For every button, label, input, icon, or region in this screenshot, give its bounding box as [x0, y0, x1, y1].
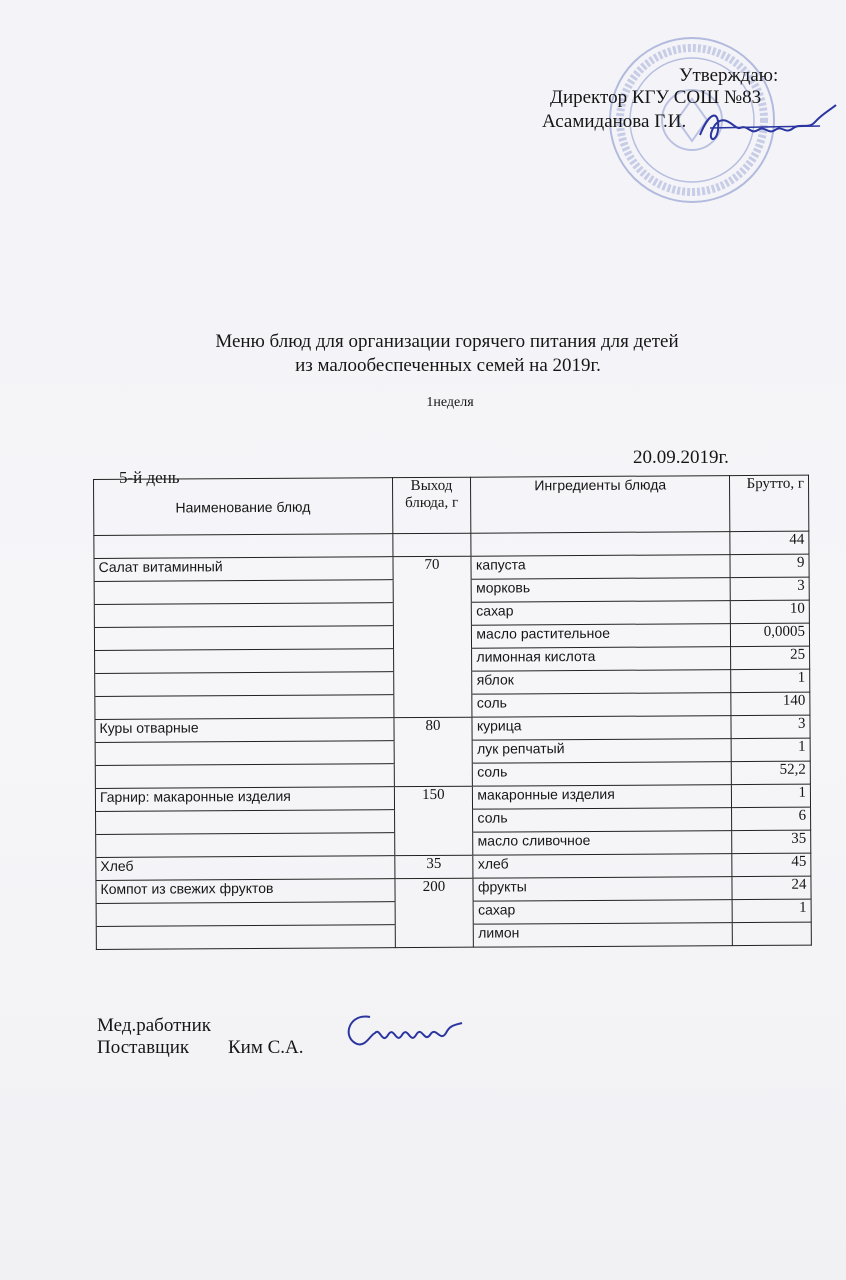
dish-name-cell	[96, 902, 395, 927]
ingredient-cell: сахар	[474, 900, 733, 925]
supplier-name: Ким С.А.	[228, 1037, 304, 1058]
ingredient-cell: курица	[472, 716, 731, 741]
output-cell	[393, 625, 472, 648]
output-cell: 80	[393, 717, 472, 740]
dish-name-cell	[94, 603, 393, 628]
output-cell: 70	[392, 556, 471, 579]
header-output: Выход блюда, г	[392, 477, 471, 533]
menu-table	[93, 475, 812, 950]
output-cell	[393, 648, 472, 671]
output-cell: 35	[394, 855, 473, 878]
gross-weight-cell: 45	[732, 853, 811, 876]
output-cell	[395, 901, 474, 924]
dish-name-cell: Куры отварные	[95, 718, 394, 743]
gross-weight-cell: 3	[731, 715, 810, 738]
ingredient-cell: макаронные изделия	[473, 785, 732, 810]
menu-title-line1: Меню блюд для организации горячего питания для детей	[215, 331, 679, 352]
supplier-label: Поставщик	[97, 1037, 190, 1058]
output-cell: 150	[394, 786, 473, 809]
gross-weight-cell: 0,0005	[730, 623, 809, 646]
output-cell	[394, 740, 473, 763]
output-cell	[393, 579, 472, 602]
director-signature	[690, 100, 840, 160]
approval-position: Директор КГУ СОШ №83	[550, 87, 762, 108]
dish-name-cell	[94, 534, 393, 559]
approval-label: Утверждаю:	[679, 65, 779, 86]
dish-name-cell	[96, 810, 395, 835]
gross-weight-cell: 24	[732, 876, 811, 899]
dish-name-cell	[95, 649, 394, 674]
output-cell	[393, 694, 472, 717]
menu-title-line2: из малообеспеченных семей на 2019г.	[295, 355, 601, 376]
dish-name-cell: Салат витаминный	[94, 557, 393, 582]
gross-weight-cell: 52,2	[731, 761, 810, 784]
output-cell: 200	[394, 878, 473, 901]
gross-weight-cell: 1	[731, 669, 810, 692]
gross-weight-cell: 10	[730, 600, 809, 623]
ingredient-cell: сахар	[472, 601, 731, 626]
output-cell	[394, 809, 473, 832]
approval-name: Асамиданова Г.И.	[542, 111, 687, 132]
dish-name-cell: Хлеб	[96, 856, 395, 881]
table-header-row	[94, 475, 809, 535]
header-gross: Брутто, г	[730, 475, 809, 531]
supplier-signature	[340, 1005, 470, 1055]
dish-name-cell: Компот из свежих фруктов	[96, 879, 395, 904]
gross-weight-cell: 1	[731, 784, 810, 807]
gross-weight-cell: 3	[730, 577, 809, 600]
table-row	[96, 922, 811, 949]
gross-weight-cell: 6	[732, 807, 811, 830]
ingredient-cell: лук репчатый	[473, 739, 732, 764]
gross-weight-cell: 9	[730, 554, 809, 577]
output-cell	[395, 924, 474, 947]
dish-name-cell	[96, 925, 395, 950]
dish-name-cell	[95, 695, 394, 720]
document-date: 20.09.2019г.	[633, 447, 729, 468]
med-worker-label: Мед.работник	[97, 1015, 211, 1036]
dish-name-cell	[94, 626, 393, 651]
ingredient-cell: хлеб	[473, 854, 732, 879]
output-cell	[394, 832, 473, 855]
week-label: 1неделя	[426, 395, 474, 410]
ingredient-cell	[471, 532, 730, 557]
gross-weight-cell: 1	[731, 738, 810, 761]
gross-weight-cell: 140	[731, 692, 810, 715]
dish-name-cell	[95, 764, 394, 789]
dish-name-cell	[95, 672, 394, 697]
gross-weight-cell: 44	[730, 531, 809, 554]
dish-name-cell: Гарнир: макаронные изделия	[95, 787, 394, 812]
dish-name-cell	[94, 580, 393, 605]
gross-weight-cell: 35	[732, 830, 811, 853]
output-cell	[393, 602, 472, 625]
ingredient-cell: морковь	[472, 578, 731, 603]
gross-weight-cell: 1	[732, 899, 811, 922]
ingredient-cell: соль	[473, 808, 732, 833]
output-cell	[394, 763, 473, 786]
output-cell	[392, 533, 471, 556]
ingredient-cell: соль	[472, 693, 731, 718]
ingredient-cell: лимонная кислота	[472, 647, 731, 672]
day-label: 5-й день	[119, 468, 180, 487]
ingredient-cell: яблок	[472, 670, 731, 695]
dish-name-cell	[95, 741, 394, 766]
ingredient-cell: фрукты	[473, 877, 732, 902]
ingredient-cell: масло растительное	[472, 624, 731, 649]
gross-weight-cell	[732, 922, 811, 945]
ingredient-cell: соль	[473, 762, 732, 787]
gross-weight-cell: 25	[731, 646, 810, 669]
table-body	[94, 531, 812, 949]
dish-name-cell	[96, 833, 395, 858]
ingredient-cell: лимон	[474, 923, 733, 948]
header-dish-name: Наименование блюд	[94, 478, 393, 536]
ingredient-cell: капуста	[471, 555, 730, 580]
header-ingredients: Ингредиенты блюда	[471, 476, 730, 534]
output-cell	[393, 671, 472, 694]
ingredient-cell: масло сливочное	[473, 831, 732, 856]
